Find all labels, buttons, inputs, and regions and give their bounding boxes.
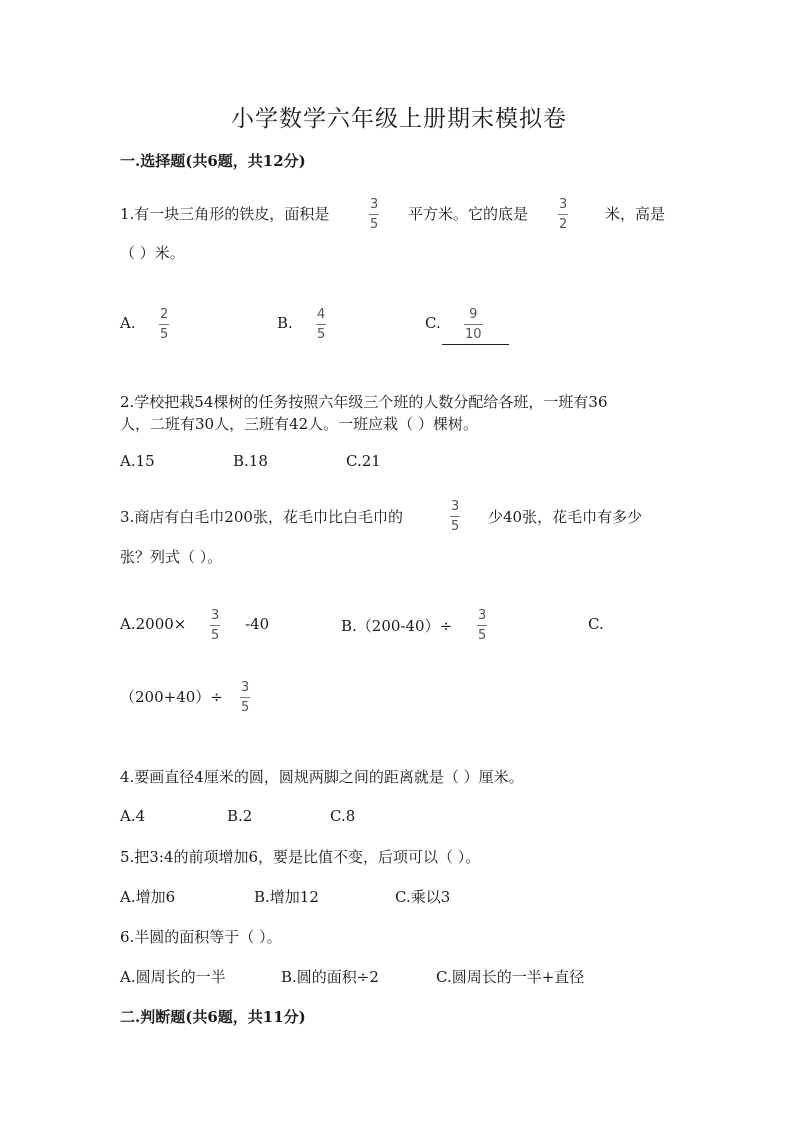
option-c: C.圆周长的一半+直径	[436, 968, 585, 986]
option-b-fraction	[316, 308, 326, 341]
question-3-text-part2: 少40张，花毛巾有多少	[488, 508, 643, 526]
question-1-text-line2: （ ）米。	[120, 244, 185, 262]
option-a: A.15	[120, 452, 155, 470]
fraction-denominator: 5	[451, 519, 460, 534]
fraction-denominator: 5	[370, 217, 379, 232]
question-1-text-part1: 1.有一块三角形的铁皮，面积是	[120, 205, 330, 223]
question-5-text: 5.把3:4的前项增加6，要是比值不变，后项可以（ ）。	[120, 848, 481, 866]
section-heading-choice: 一.选择题(共6题，共12分)	[120, 152, 306, 170]
fraction-bar	[450, 516, 460, 517]
fraction-bar	[316, 324, 326, 325]
fraction-numerator: 3	[478, 608, 487, 623]
option-b-prefix: B.（200-40）÷	[341, 617, 453, 635]
option-c-label: C.	[588, 615, 604, 633]
question-2-text-line2: 人，二班有30人，三班有42人。一班应栽（ ）棵树。	[120, 415, 478, 433]
question-3-text-part1: 3.商店有白毛巾200张，花毛巾比白毛巾的	[120, 508, 403, 526]
option-b: B.圆的面积÷2	[281, 968, 379, 986]
question-4-text: 4.要画直径4厘米的圆，圆规两脚之间的距离就是（ ）厘米。	[120, 768, 524, 786]
fraction-denominator: 5	[317, 327, 326, 342]
fraction-bar	[210, 625, 220, 626]
option-c: C.乘以3	[395, 888, 451, 906]
fraction-bar	[369, 214, 379, 215]
option-c: C.21	[346, 452, 381, 470]
question-1-fraction-base	[558, 198, 568, 231]
question-1-text-part2: 平方米。它的底是	[408, 205, 529, 223]
fraction-bar	[558, 214, 568, 215]
option-a-label: A.	[120, 314, 136, 332]
option-c: C.8	[330, 807, 356, 825]
option-b-fraction	[477, 609, 487, 642]
fraction-numerator: 9	[469, 307, 478, 322]
question-1-text-part3: 米，高是	[605, 205, 666, 223]
fraction-numerator: 2	[160, 307, 169, 322]
option-c-fraction	[240, 681, 250, 714]
fraction-denominator: 5	[478, 628, 487, 643]
option-a-prefix: A.2000×	[120, 615, 187, 633]
page-title: 小学数学六年级上册期末模拟卷	[231, 106, 567, 132]
fraction-denominator: 2	[559, 217, 568, 232]
fraction-denominator: 5	[241, 700, 250, 715]
option-a-fraction	[210, 609, 220, 642]
fraction-denominator: 5	[211, 628, 220, 643]
section-heading-judgement: 二.判断题(共6题，共11分)	[120, 1008, 306, 1026]
fraction-numerator: 4	[317, 307, 326, 322]
fraction-bar	[240, 697, 250, 698]
option-b: B.2	[227, 807, 253, 825]
question-3-text-line2: 张？列式（ ）。	[120, 548, 223, 566]
option-a: A.4	[120, 807, 146, 825]
question-1-fraction-area	[369, 198, 379, 231]
fraction-bar	[464, 324, 483, 325]
option-c-underline	[442, 344, 509, 345]
fraction-numerator: 3	[451, 499, 460, 514]
option-c-prefix: （200+40）÷	[120, 688, 223, 706]
fraction-numerator: 3	[241, 680, 250, 695]
option-a: A.增加6	[120, 888, 176, 906]
fraction-bar	[477, 625, 487, 626]
option-a: A.圆周长的一半	[120, 968, 226, 986]
question-6-text: 6.半圆的面积等于（ ）。	[120, 928, 282, 946]
option-a-fraction	[159, 308, 169, 341]
fraction-denominator: 10	[465, 327, 482, 342]
fraction-denominator: 5	[160, 327, 169, 342]
fraction-numerator: 3	[211, 608, 220, 623]
option-b-label: B.	[277, 314, 293, 332]
option-c-label: C.	[425, 314, 441, 332]
question-2-text-line1: 2.学校把栽54棵树的任务按照六年级三个班的人数分配给各班，一班有36	[120, 393, 608, 411]
fraction-numerator: 3	[370, 197, 379, 212]
option-a-suffix: -40	[245, 615, 270, 633]
fraction-numerator: 3	[559, 197, 568, 212]
option-c-fraction	[464, 308, 483, 341]
question-3-fraction	[450, 500, 460, 533]
option-b: B.18	[233, 452, 268, 470]
option-b: B.增加12	[254, 888, 319, 906]
fraction-bar	[159, 324, 169, 325]
